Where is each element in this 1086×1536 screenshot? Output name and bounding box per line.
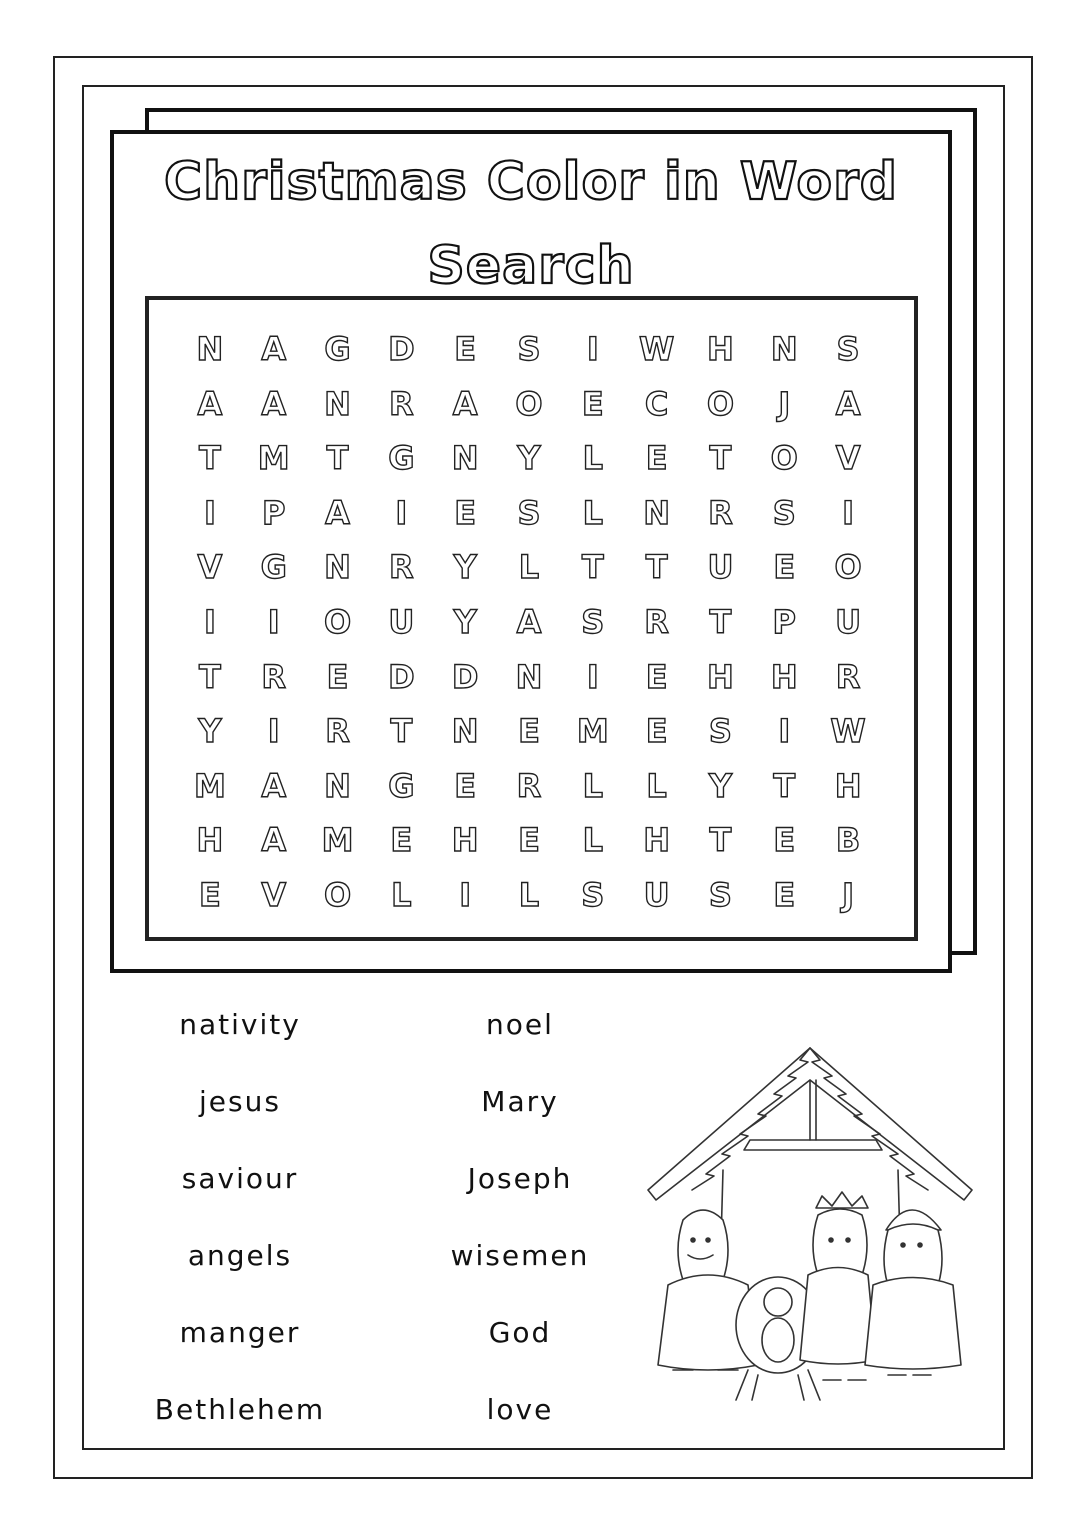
word-list: [120, 1000, 620, 1440]
grid-letter: H: [707, 330, 734, 369]
grid-letter: H: [643, 821, 671, 860]
grid-letter: M: [321, 821, 354, 860]
grid-letter: S: [517, 330, 541, 369]
grid-letter: L: [518, 875, 540, 914]
wise-man-turban-icon: [865, 1210, 961, 1375]
nativity-scene-illustration: [638, 1040, 983, 1405]
wise-man-crown-icon: [800, 1192, 876, 1380]
grid-letter: H: [770, 657, 798, 696]
grid-letter: E: [454, 493, 477, 532]
grid-letter: W: [830, 712, 866, 751]
grid-letter: I: [267, 602, 280, 641]
word-item: Mary: [481, 1085, 559, 1118]
grid-letter: V: [261, 875, 287, 914]
title-line-1: Christmas Color in Word: [163, 152, 898, 212]
grid-letter: S: [708, 712, 732, 751]
grid-letter: T: [198, 657, 221, 696]
grid-letter: Y: [517, 439, 541, 478]
grid-letter: E: [454, 766, 477, 805]
grid-letter: H: [451, 821, 479, 860]
grid-letter: H: [834, 766, 862, 805]
grid-letter: S: [581, 602, 605, 641]
grid-letter: J: [842, 875, 855, 914]
worksheet-title: [110, 140, 952, 308]
grid-letter: N: [324, 384, 351, 423]
word-item: God: [488, 1316, 552, 1349]
grid-letter: M: [193, 766, 226, 805]
grid-letter: V: [835, 439, 861, 478]
grid-letter: S: [708, 875, 732, 914]
grid-letter: A: [835, 384, 861, 423]
grid-letter: R: [325, 712, 350, 751]
grid-letter: E: [773, 875, 796, 914]
grid-letter: O: [323, 875, 352, 914]
grid-letter: E: [390, 821, 413, 860]
grid-letter: P: [261, 493, 286, 532]
grid-letter: E: [326, 657, 349, 696]
word-item: wisemen: [450, 1239, 590, 1272]
grid-letter: E: [773, 821, 796, 860]
grid-letter: T: [709, 439, 732, 478]
grid-letter: L: [582, 439, 603, 478]
grid-letter: T: [581, 548, 604, 587]
grid-letter: V: [197, 548, 223, 587]
word-item: love: [486, 1393, 554, 1426]
grid-letter: N: [451, 712, 479, 751]
word-item: noel: [486, 1008, 554, 1041]
word-item: jesus: [199, 1085, 281, 1118]
grid-letter: U: [835, 602, 862, 641]
grid-letter: A: [261, 330, 287, 369]
word-search-grid: [178, 322, 880, 922]
grid-letter: C: [644, 384, 669, 423]
grid-letter: T: [198, 439, 221, 478]
grid-letter: A: [197, 384, 223, 423]
grid-letter: I: [842, 493, 855, 532]
grid-letter: E: [518, 821, 540, 860]
word-item: Joseph: [467, 1162, 573, 1195]
grid-letter: R: [516, 766, 542, 805]
grid-letter: Y: [708, 766, 733, 805]
grid-letter: S: [836, 330, 860, 369]
grid-letter: R: [835, 657, 861, 696]
grid-letter: O: [515, 384, 543, 423]
grid-letter: R: [644, 602, 669, 641]
grid-letter: G: [324, 330, 351, 369]
word-item: angels: [187, 1239, 293, 1272]
grid-letter: R: [389, 384, 414, 423]
grid-letter: N: [770, 330, 798, 369]
grid-letter: Y: [453, 548, 477, 587]
grid-letter: I: [203, 602, 216, 641]
grid-letter: L: [391, 875, 412, 914]
grid-letter: E: [645, 439, 668, 478]
grid-letter: G: [388, 439, 415, 478]
grid-letter: D: [451, 657, 479, 696]
grid-letter: G: [388, 766, 415, 805]
word-list-left-column: [120, 1000, 360, 1462]
grid-letter: H: [707, 657, 734, 696]
grid-letter: O: [323, 602, 352, 641]
grid-letter: T: [773, 766, 796, 805]
grid-letter: E: [645, 657, 668, 696]
grid-letter: T: [326, 439, 349, 478]
grid-letter: J: [778, 384, 791, 423]
grid-letter: I: [267, 712, 280, 751]
grid-letter: D: [388, 330, 415, 369]
grid-letter: I: [586, 330, 599, 369]
grid-letter: T: [645, 548, 668, 587]
grid-letter: T: [709, 602, 732, 641]
grid-letter: E: [198, 875, 221, 914]
grid-letter: R: [261, 657, 287, 696]
grid-letter: E: [454, 330, 477, 369]
grid-letter: G: [260, 548, 287, 587]
grid-letter: T: [709, 821, 732, 860]
grid-letter: R: [708, 493, 733, 532]
grid-letter: L: [582, 493, 603, 532]
grid-letter: S: [517, 493, 541, 532]
grid-letter: U: [707, 548, 734, 587]
grid-letter: M: [576, 712, 609, 751]
grid-letter: Y: [453, 602, 477, 641]
grid-letter: L: [582, 766, 603, 805]
grid-letter: E: [518, 712, 540, 751]
grid-letter: L: [646, 766, 667, 805]
word-item: saviour: [181, 1162, 299, 1195]
grid-letter: D: [388, 657, 415, 696]
grid-letter: A: [516, 602, 542, 641]
grid-letter: I: [778, 712, 791, 751]
word-item: manger: [179, 1316, 301, 1349]
grid-letter: M: [257, 439, 290, 478]
grid-letter: O: [834, 548, 862, 587]
grid-letter: A: [325, 493, 350, 532]
grid-letter: O: [770, 439, 798, 478]
grid-letter: N: [324, 766, 351, 805]
grid-letter: N: [196, 330, 224, 369]
grid-letter: A: [452, 384, 478, 423]
grid-letter: Y: [198, 712, 222, 751]
grid-letter: O: [706, 384, 735, 423]
grid-letter: I: [459, 875, 472, 914]
grid-letter: L: [518, 548, 540, 587]
grid-letter: E: [581, 384, 604, 423]
grid-letter: T: [390, 712, 413, 751]
grid-letter: S: [581, 875, 605, 914]
grid-letter: I: [203, 493, 216, 532]
word-item: Bethlehem: [154, 1393, 326, 1426]
grid-letter: A: [261, 766, 287, 805]
grid-letter: B: [835, 821, 861, 860]
grid-letter: N: [643, 493, 671, 532]
grid-letter: U: [388, 602, 415, 641]
grid-letter: N: [451, 439, 479, 478]
grid-letter: N: [515, 657, 543, 696]
grid-letter: R: [389, 548, 414, 587]
word-list-right-column: [400, 1000, 640, 1462]
grid-letter: E: [773, 548, 796, 587]
grid-letter: P: [772, 602, 796, 641]
title-line-2: Search: [427, 236, 635, 296]
grid-letter: N: [324, 548, 351, 587]
grid-letter: A: [261, 384, 287, 423]
grid-letter: A: [261, 821, 287, 860]
grid-letter: L: [582, 821, 603, 860]
grid-letter: S: [772, 493, 796, 532]
grid-letter: H: [196, 821, 224, 860]
grid-letter: I: [586, 657, 599, 696]
grid-letter: U: [643, 875, 670, 914]
grid-letter: E: [645, 712, 668, 751]
word-item: nativity: [179, 1008, 301, 1041]
grid-letter: W: [638, 330, 675, 369]
grid-letter: I: [395, 493, 408, 532]
